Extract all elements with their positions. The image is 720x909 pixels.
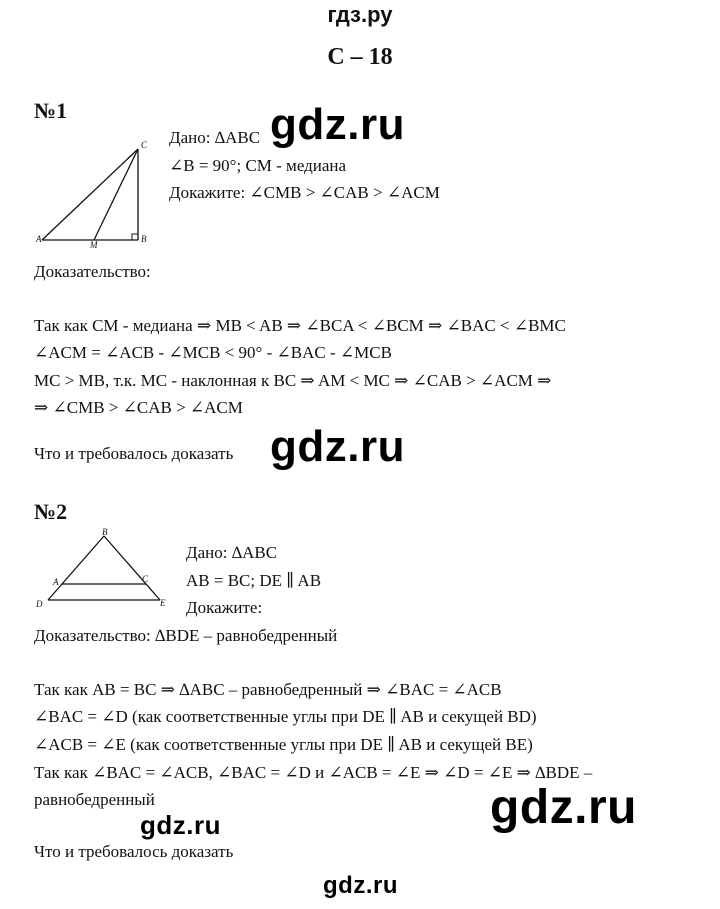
- p2-proof-heading: Доказательство: ∆BDE – равнобедренный: [34, 626, 338, 645]
- problem-2-number: №2: [34, 499, 68, 524]
- p2-proof-line-4: Так как ∠BAC = ∠ACB, ∠BAC = ∠D и ∠ACB = ∠E ⇒ ∠D = ∠E ⇒ ∆BDE –: [34, 763, 593, 782]
- p1-proof-line-3: MC > MB, т.к. MC - наклонная к BC ⇒ AM < MC ⇒ ∠CAB > ∠ACM ⇒: [34, 371, 552, 390]
- label-c: C: [142, 574, 149, 584]
- label-d: D: [36, 599, 43, 609]
- label-b: B: [141, 234, 147, 244]
- p1-given-line-1: Дано: ∆ABC: [169, 128, 261, 147]
- p2-given-line-1: Дано: ∆ABC: [186, 543, 278, 562]
- triangle-abc-figure: [34, 138, 154, 248]
- p2-proof-line-5: равнобедренный: [34, 790, 155, 809]
- p1-conclusion: Что и требовалось доказать: [34, 444, 234, 463]
- segment-be: [104, 536, 160, 600]
- p2-given-line-2: AB = BC; DE ∥ AB: [186, 571, 322, 590]
- label-c: C: [141, 140, 148, 150]
- watermark-footer: gdz.ru: [323, 872, 398, 899]
- p1-proof-line-4: ⇒ ∠CMB > ∠CAB > ∠ACM: [34, 398, 243, 417]
- site-title: гдз.ру: [327, 2, 393, 27]
- p1-proof-heading: Доказательство:: [34, 262, 151, 281]
- watermark-4: gdz.ru: [140, 810, 221, 840]
- label-m: M: [90, 240, 98, 248]
- p2-given-line-3: Докажите:: [186, 598, 263, 617]
- median-cm: [94, 149, 138, 240]
- watermark-3: gdz.ru: [490, 781, 637, 834]
- triangle-bde-figure: [32, 528, 182, 618]
- section-title: С – 18: [327, 44, 393, 70]
- segment-bd: [48, 536, 104, 600]
- segment-ac: [42, 149, 138, 240]
- label-a: A: [53, 577, 59, 587]
- label-b: B: [102, 528, 108, 537]
- p2-proof-line-2: ∠BAC = ∠D (как соответственные углы при DE ∥ AB и секущей BD): [34, 707, 537, 726]
- p1-given-line-3: Докажите: ∠CMB > ∠CAB > ∠ACM: [169, 183, 440, 202]
- watermark-1: gdz.ru: [270, 100, 405, 149]
- p2-conclusion: Что и требовалось доказать: [34, 842, 234, 861]
- p1-proof-line-2: ∠ACM = ∠ACB - ∠MCB < 90° - ∠BAC - ∠MCB: [34, 343, 392, 362]
- p2-proof-line-3: ∠ACB = ∠E (как соответственные углы при DE ∥ AB и секущей BE): [34, 735, 533, 754]
- watermark-2: gdz.ru: [270, 422, 405, 471]
- p1-given-line-2: ∠B = 90°; CM - медиана: [169, 156, 347, 175]
- label-e: E: [160, 598, 166, 608]
- label-a: A: [36, 234, 42, 244]
- problem-1-number: №1: [34, 98, 68, 123]
- p1-proof-line-1: Так как CM - медиана ⇒ MB < AB ⇒ ∠BCA < ∠BCM ⇒ ∠BAC < ∠BMC: [34, 316, 566, 335]
- p2-proof-line-1: Так как AB = BC ⇒ ∆ABC – равнобедренный ⇒ ∠BAC = ∠ACB: [34, 680, 502, 699]
- right-angle-mark: [132, 234, 138, 240]
